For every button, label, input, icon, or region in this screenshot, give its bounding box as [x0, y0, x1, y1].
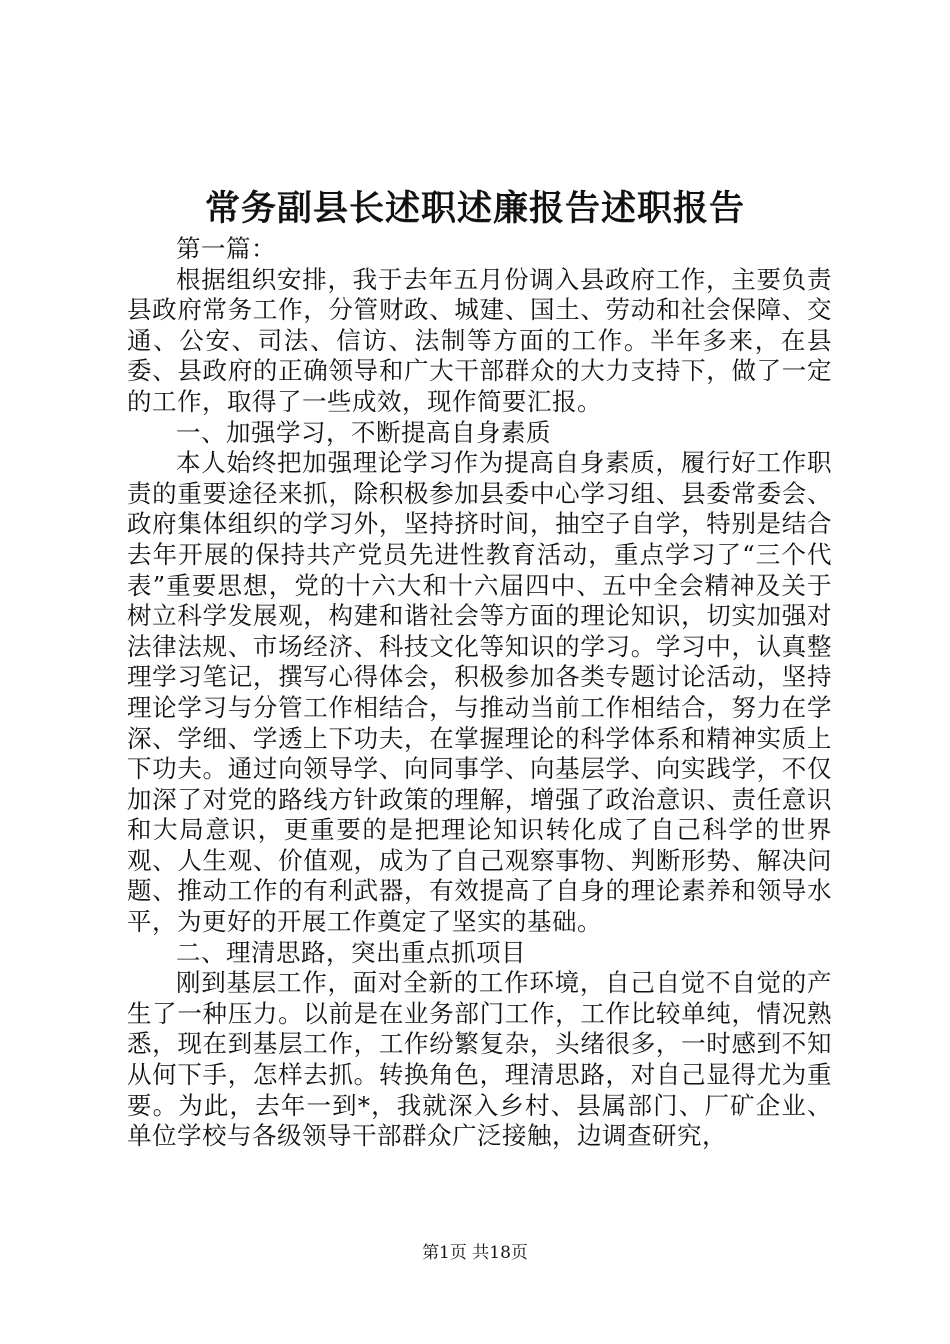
- section-label: 第一篇：: [176, 234, 276, 263]
- body-paragraph: 刚到基层工作，面对全新的工作环境，自己自觉不自觉的产生了一种压力。以前是在业务部门工作，工作比较单纯，情况熟悉，现在到基层工作，工作纷繁复杂，头绪很多，一时感到不知从何下手，怎样去抓。转换角色，理清思路，对自己显得尤为重要。为此，去年一到*，我就深入乡村、县属部门、厂矿企业、单位学校与各级领导干部群众广泛接触，边调查研究，: [127, 968, 832, 1151]
- section-heading: 二、理清思路，突出重点抓项目: [176, 937, 526, 967]
- section-heading: 一、加强学习，不断提高自身素质: [176, 417, 551, 447]
- body-paragraph: 根据组织安排，我于去年五月份调入县政府工作，主要负责县政府常务工作，分管财政、城建、国土、劳动和社会保障、交通、公安、司法、信访、法制等方面的工作。半年多来，在县委、县政府的正确领导和广大干部群众的大力支持下，做了一定的工作，取得了一些成效，现作简要汇报。: [127, 264, 832, 416]
- document-body: [127, 234, 832, 1152]
- document-title: 常务副县长述职述廉报告述职报告: [204, 188, 745, 229]
- page-footer: 第1页 共18页: [422, 1243, 528, 1263]
- body-paragraph: 本人始终把加强理论学习作为提高自身素质，履行好工作职责的重要途径来抓，除积极参加县委中心学习组、县委常委会、政府集体组织的学习外，坚持挤时间，抽空子自学，特别是结合去年开展的保持共产党员先进性教育活动，重点学习了“三个代表”重要思想，党的十六大和十六届四中、五中全会精神及关于树立科学发展观，构建和谐社会等方面的理论知识，切实加强对法律法规、市场经济、科技文化等知识的学习。学习中，认真整理学习笔记，撰写心得体会，积极参加各类专题讨论活动，坚持理论学习与分管工作相结合，与推动当前工作相结合，努力在学深、学细、学透上下功夫，在掌握理论的科学体系和精神实质上下功夫。通过向领导学、向同事学、向基层学、向实践学，不仅加深了对党的路线方针政策的理解，增强了政治意识、责任意识和大局意识，更重要的是把理论知识转化成了自己科学的世界观、人生观、价值观，成为了自己观察事物、判断形势、解决问题、推动工作的有利武器，有效提高了自身的理论素养和领导水平，为更好的开展工作奠定了坚实的基础。: [127, 448, 832, 937]
